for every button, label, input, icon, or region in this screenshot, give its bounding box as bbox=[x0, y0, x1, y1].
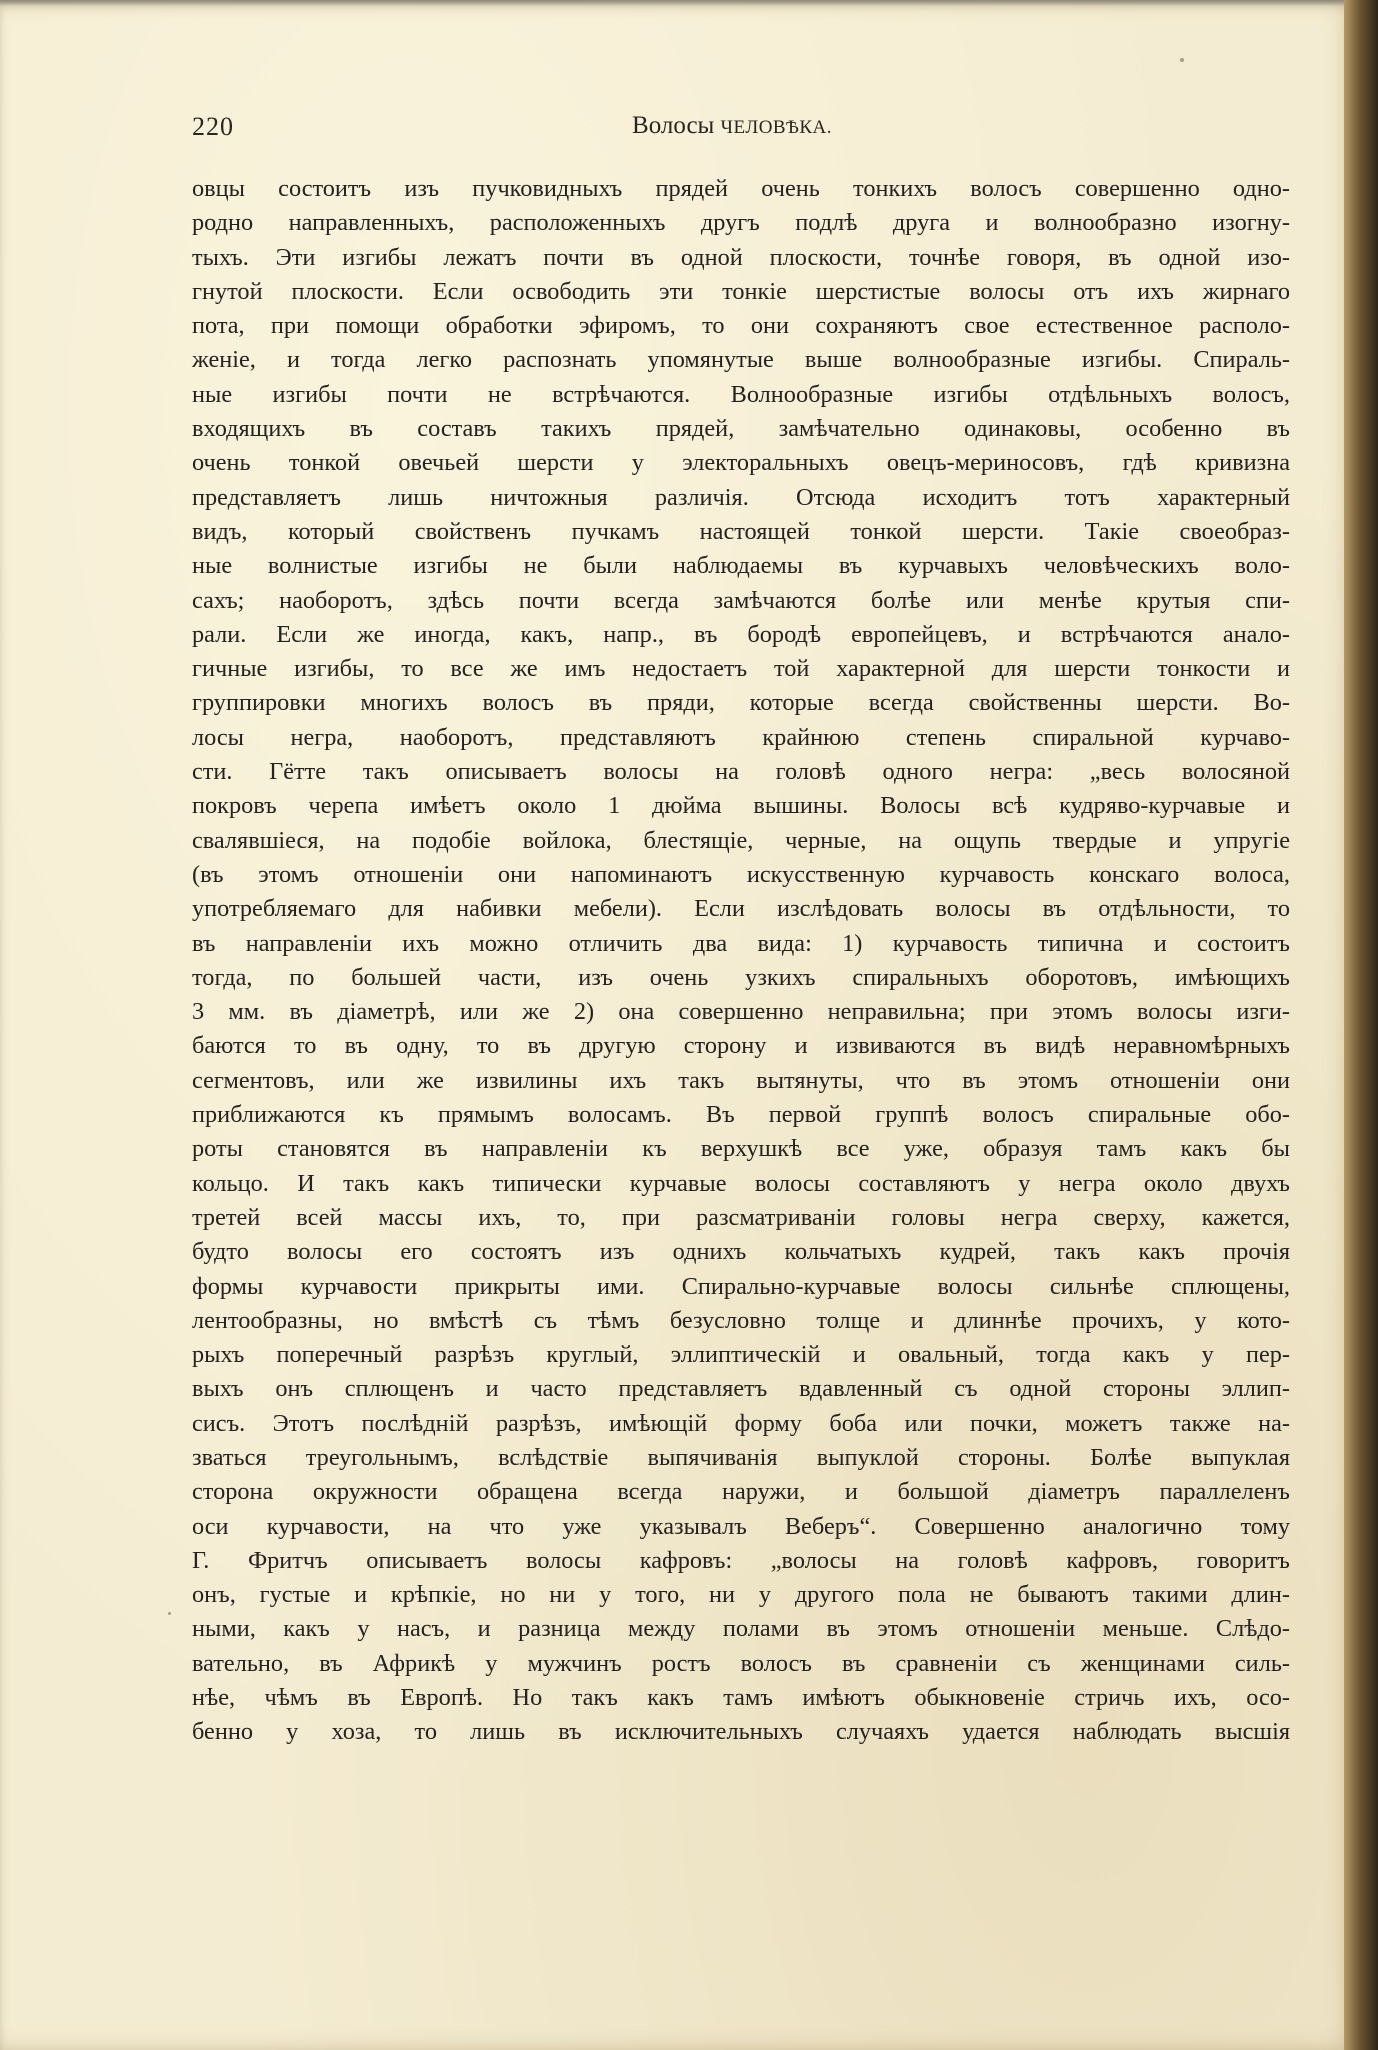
running-title-capital: В bbox=[632, 112, 649, 139]
text-line: покровъ черепа имѣетъ около 1 дюйма вышины. Волосы всѣ кудряво-курчавые и bbox=[192, 792, 1290, 820]
book-binding-edge bbox=[1344, 0, 1378, 2050]
text-line: лосы негра, наоборотъ, представляютъ крайнюю степень спиральной курчаво- bbox=[192, 723, 1290, 751]
text-line: Г. Фритчъ описываетъ волосы кафровъ: „волосы на головѣ кафровъ, говоритъ bbox=[192, 1546, 1290, 1574]
text-line: онъ, густые и крѣпкіе, но ни у того, ни у другого пола не бываютъ такими длин- bbox=[192, 1581, 1290, 1609]
text-line: очень тонкой овечьей шерсти у электоральныхъ овецъ-мериносовъ, гдѣ кривизна bbox=[192, 449, 1290, 477]
text-line: бенно у хоза, то лишь въ исключительныхъ случаяхъ удается наблюдать высшія bbox=[192, 1718, 1290, 1746]
text-line: родно направленныхъ, расположенныхъ другъ подлѣ друга и волнообразно изогну- bbox=[192, 209, 1290, 237]
text-line: (въ этомъ отношеніи они напоминаютъ искусственную курчавость конскаго волоса, bbox=[192, 860, 1290, 888]
running-title bbox=[632, 112, 832, 140]
text-line: пота, при помощи обработки эфиромъ, то они сохраняютъ свое естественное располо- bbox=[192, 312, 1290, 340]
text-line: группировки многихъ волосъ въ пряди, которые всегда свойственны шерсти. Во- bbox=[192, 689, 1290, 717]
text-line: гичные изгибы, то все же имъ недостаетъ той характерной для шерсти тонкости и bbox=[192, 655, 1290, 683]
text-line: употребляемаго для набивки мебели). Если изслѣдовать волосы въ отдѣльности, то bbox=[192, 895, 1290, 923]
text-line: ными, какъ у насъ, и разница между полами въ этомъ отношеніи меньше. Слѣдо- bbox=[192, 1615, 1290, 1643]
text-line: сегментовъ, или же извилины ихъ такъ вытянуты, что въ этомъ отношеніи они bbox=[192, 1066, 1290, 1094]
text-line: ные волнистые изгибы не были наблюдаемы въ курчавыхъ человѣческихъ воло- bbox=[192, 552, 1290, 580]
text-line: сторона окружности обращена всегда наружи, и большой діаметръ параллеленъ bbox=[192, 1478, 1290, 1506]
text-line: сисъ. Этотъ послѣдній разрѣзъ, имѣющій форму боба или почки, можетъ также на- bbox=[192, 1409, 1290, 1437]
text-line: будто волосы его состоятъ изъ однихъ кольчатыхъ кудрей, такъ какъ прочія bbox=[192, 1238, 1290, 1266]
paper-speck bbox=[168, 1612, 171, 1615]
text-line: рыхъ поперечный разрѣзъ круглый, эллиптическій и овальный, тогда какъ у пер- bbox=[192, 1341, 1290, 1369]
text-line: гнутой плоскости. Если освободить эти тонкіе шерстистые волосы отъ ихъ жирнаго bbox=[192, 277, 1290, 305]
text-line: сти. Гётте такъ описываетъ волосы на головѣ одного негра: „весь волосяной bbox=[192, 758, 1290, 786]
text-line: 3 мм. въ діаметрѣ, или же 2) она совершенно неправильна; при этомъ волосы изги- bbox=[192, 998, 1290, 1026]
text-line: рали. Если же иногда, какъ, напр., въ бородѣ европейцевъ, и встрѣчаются анало- bbox=[192, 620, 1290, 648]
text-line: нѣе, чѣмъ въ Европѣ. Но такъ какъ тамъ имѣютъ обыкновеніе стричь ихъ, осо- bbox=[192, 1684, 1290, 1712]
running-title-word-2: ЧЕЛОВѢКА. bbox=[720, 117, 832, 138]
text-line: третей всей массы ихъ, то, при разсматриваніи головы негра сверху, кажется, bbox=[192, 1203, 1290, 1231]
body-text bbox=[192, 172, 1290, 1750]
text-line: формы курчавости прикрыты ими. Спирально-курчавые волосы сильнѣе сплющены, bbox=[192, 1272, 1290, 1300]
text-line: лентообразны, но вмѣстѣ съ тѣмъ безусловно толще и длиннѣе прочихъ, у кото- bbox=[192, 1306, 1290, 1334]
text-line: представляетъ лишь ничтожныя различія. Отсюда исходитъ тотъ характерный bbox=[192, 483, 1290, 511]
text-line: тыхъ. Эти изгибы лежатъ почти въ одной плоскости, точнѣе говоря, въ одной изо- bbox=[192, 243, 1290, 271]
text-line: оси курчавости, на что уже указывалъ Веберъ“. Совершенно аналогично тому bbox=[192, 1512, 1290, 1540]
running-header bbox=[192, 112, 1292, 148]
text-line: женіе, и тогда легко распознать упомянутые выше волнообразные изгибы. Спираль- bbox=[192, 346, 1290, 374]
text-line: овцы состоитъ изъ пучковидныхъ прядей очень тонкихъ волосъ совершенно одно- bbox=[192, 175, 1290, 202]
text-line: видъ, который свойственъ пучкамъ настоящей тонкой шерсти. Такіе своеобраз- bbox=[192, 517, 1290, 545]
paper-speck bbox=[1180, 58, 1184, 62]
text-line: вательно, въ Африкѣ у мужчинъ ростъ волосъ въ сравненіи съ женщинами силь- bbox=[192, 1649, 1290, 1677]
running-title-word-1: олосы bbox=[648, 112, 721, 139]
text-line: баются то въ одну, то въ другую сторону и извиваются въ видѣ неравномѣрныхъ bbox=[192, 1032, 1290, 1060]
page-number: 220 bbox=[192, 112, 234, 141]
text-line: роты становятся въ направленіи къ верхушкѣ все уже, образуя тамъ какъ бы bbox=[192, 1135, 1290, 1163]
text-line: свалявшіеся, на подобіе войлока, блестящіе, черные, на ощупь твердые и упругіе bbox=[192, 826, 1290, 854]
text-line: кольцо. И такъ какъ типически курчавые волосы составляютъ у негра около двухъ bbox=[192, 1169, 1290, 1197]
text-line: тогда, по большей части, изъ очень узкихъ спиральныхъ оборотовъ, имѣющихъ bbox=[192, 963, 1290, 991]
text-line: сахъ; наоборотъ, здѣсь почти всегда замѣчаются болѣе или менѣе крутыя спи- bbox=[192, 586, 1290, 614]
text-line: ные изгибы почти не встрѣчаются. Волнообразные изгибы отдѣльныхъ волосъ, bbox=[192, 380, 1290, 408]
page-top-shadow bbox=[0, 0, 1360, 6]
text-line: въ направленіи ихъ можно отличить два вида: 1) курчавость типична и состоитъ bbox=[192, 929, 1290, 957]
text-line: приближаются къ прямымъ волосамъ. Въ первой группѣ волосъ спиральные обо- bbox=[192, 1101, 1290, 1129]
text-line: зваться треугольнымъ, вслѣдствіе выпячиванія выпуклой стороны. Болѣе выпуклая bbox=[192, 1443, 1290, 1471]
text-line: выхъ онъ сплющенъ и часто представляетъ вдавленный съ одной стороны эллип- bbox=[192, 1375, 1290, 1403]
text-line: входящихъ въ составъ такихъ прядей, замѣчательно одинаковы, особенно въ bbox=[192, 415, 1290, 443]
